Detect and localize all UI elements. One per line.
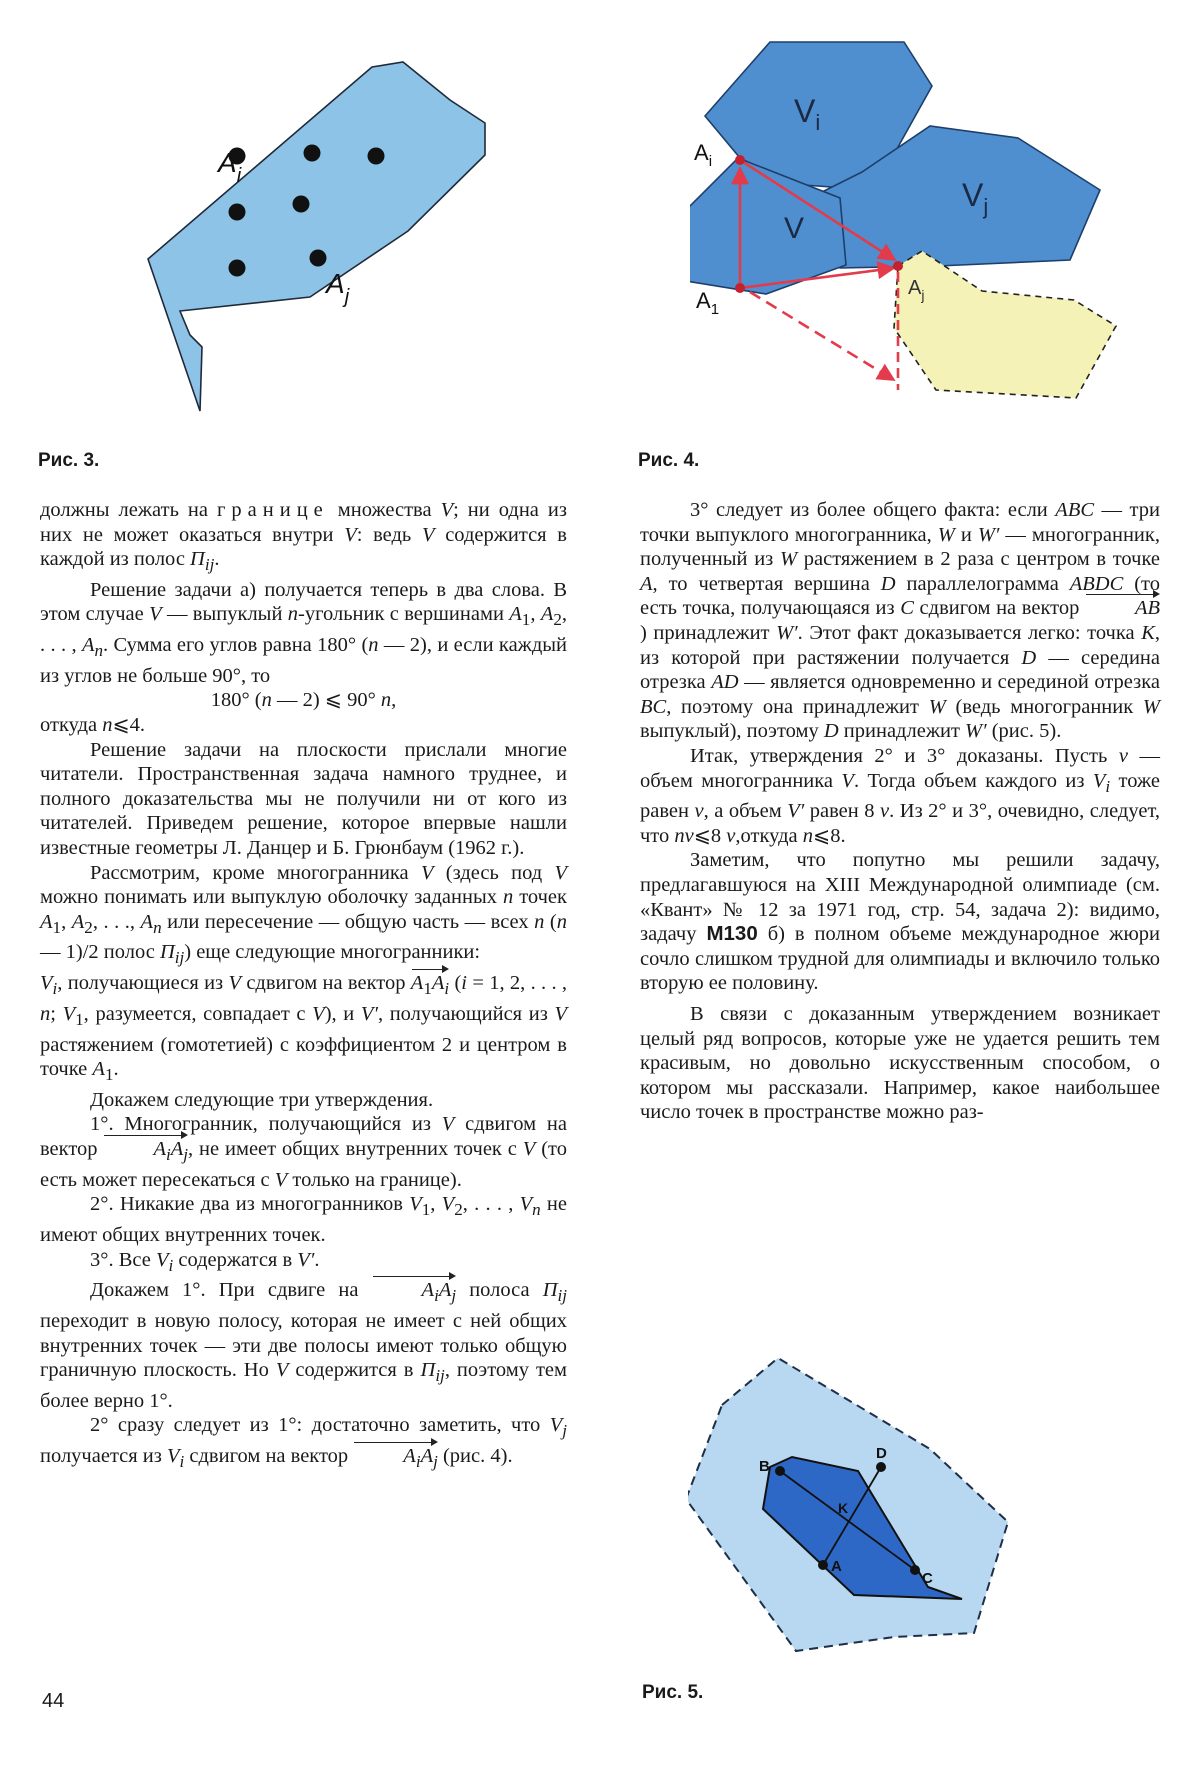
paragraph: Итак, утверждения 2° и 3° доказаны. Пусть v — объем многогранника V. Тогда объем каждого из $V_i$ тоже равен v, а объем V′ равен 8 v. Из 2° и 3°, очевидно, следует, что nv⩽8 v,откуда n⩽8.: [640, 744, 1161, 847]
point-aj: [893, 261, 903, 271]
label-k: K: [838, 1500, 849, 1516]
point: [293, 196, 310, 213]
paragraph: Решение задачи а) получается теперь в два слова. В этом случае V — выпуклый n-угольник с вершинами $A_1$, $A_2$, . . . , $A_n$. Сумма его углов равна 180° (n — 2), и если каждый из углов не больше 90°, то: [40, 578, 568, 687]
point-a: [818, 1560, 828, 1570]
vector: $A_iA_j$: [372, 1278, 457, 1309]
point-c: [910, 1565, 920, 1575]
paragraph: Решение задачи на плоскости прислали многие читатели. Пространственная задача намного труднее, и полного доказательства мы не получили ни от кого из читателей. Приведем решение, которое впервые нашли известные геометры Л. Данцер и Б. Грюнбаум (1962 г.).: [40, 738, 567, 859]
figure-5: [688, 1355, 1028, 1665]
formula: 180° (n — 2) ⩽ 90° n,: [210, 689, 397, 712]
vector: $A_1A_i$: [411, 971, 449, 1002]
paragraph: 3° следует из более общего факта: если ABC — три точки выпуклого многогранника, W и W′ — многогранник, полученный из W растяжением в 2 раза с центром в точке A, то четвертая вершина D параллелограмма ABDC (то есть точка, получающаяся из C сдвигом на вектор AB) принадлежит W′. Этот факт доказывается легко: точка K, из которой при растяжении получается D — середина отрезка AD — является одновременно и серединой отрезка BC, поэтому она принадлежит W (ведь многогранник W выпуклый), поэтому D принадлежит W′ (рис. 5).: [640, 499, 1161, 743]
vector: AB: [1085, 596, 1160, 621]
label-vi: $V_i$: [794, 93, 821, 135]
paragraph: 2° сразу следует из 1°: достаточно заметить, что $V_j$ получается из $V_i$ сдвигом на вектор $A_iA_j$ (рис. 4).: [40, 1413, 567, 1474]
label-a: A: [831, 1558, 842, 1575]
polygon-v-translated: [894, 251, 1116, 398]
paragraph: $V_i$, получающиеся из V сдвигом на вектор $A_1A_i$ (i = 1, 2, . . . , n; $V_1$, разумеется, совпадает с V), и V′, получающийся из V растяжением (гомотетией) с коэффициентом 2 и центром в точке $A_1$.: [40, 972, 568, 1085]
paragraph: Заметим, что попутно мы решили задачу, предлагавшуюся на XIII Международной олимпиаде (см. «Квант» № 12 за 1971 год, стр. 54, задача 2): видимо, задачу М130 б) в полном объеме международное жюри сочло слишком трудной для олимпиады и включило только вторую ее половину.: [640, 849, 1160, 995]
paragraph: Докажем 1°. При сдвиге на $A_iA_j$ полоса $\Pi_{ij}$ переходит в новую полосу, которая не имеет с ней общих внутренних точек — эти две полосы имеют только общую граничную плоскость. Но V содержится в $\Pi_{ij}$, поэтому тем более верно 1°.: [40, 1279, 568, 1412]
paragraph: 3°. Все $V_i$ содержатся в V′.: [90, 1248, 320, 1275]
figure-3-caption: Рис. 3.: [38, 450, 100, 471]
label-a1: $A_1$: [696, 288, 720, 318]
label-d: D: [876, 1445, 887, 1462]
point: [368, 148, 385, 165]
label-ai: $A_i$: [218, 147, 242, 187]
figure-5-caption: Рис. 5.: [642, 1682, 704, 1703]
page-number: 44: [42, 1690, 65, 1712]
label-b: B: [759, 1458, 770, 1475]
label-aj: $A_j$: [908, 277, 925, 303]
paragraph: Рассмотрим, кроме многогранника V (здесь под V можно понимать или выпуклую оболочку заданных n точек $A_1$, $A_2$, . . ., $A_n$ или пересечение — общую часть — всех n (n — 1)/2 полос $\Pi_{ij}$) еще следующие многогранники:: [40, 861, 568, 968]
paragraph: 1°. Многогранник, получающийся из V сдвигом на вектор $A_iA_j$, не имеет общих внутренних точек с V (то есть может пересекаться с V только на границе).: [40, 1113, 567, 1191]
figure-4: [690, 40, 1160, 430]
point: [229, 204, 246, 221]
strip-polygon: [148, 62, 485, 411]
left-column: [40, 498, 567, 1475]
point: [310, 250, 327, 267]
paragraph: Докажем следующие три утверждения.: [90, 1088, 434, 1111]
label-vj: $V_j$: [962, 177, 989, 219]
paragraph: должны лежать на границе множества V; ни одна из них не может оказаться внутри V: ведь V содержится в каждой из полос $\Pi_{ij}$.: [40, 499, 567, 575]
paragraph: В связи с доказанным утверждением возникает целый ряд вопросов, которые уже не удается решить тем красивым, но довольно искусственным способом, о котором мы рассказали. Например, какое наибольшее число точек в пространстве можно раз-: [640, 1002, 1160, 1124]
point-b: [775, 1466, 785, 1476]
label-c: C: [922, 1570, 933, 1587]
right-column: [640, 498, 1160, 1125]
point-d: [876, 1462, 886, 1472]
vector: $A_iA_j$: [353, 1444, 438, 1475]
point: [304, 145, 321, 162]
point-ai: [735, 155, 745, 165]
label-v: V: [784, 212, 805, 245]
arrow-dashed: [750, 292, 894, 380]
point: [229, 260, 246, 277]
paragraph: откуда n⩽4.: [40, 714, 146, 737]
vector: $A_iA_j$: [103, 1137, 188, 1168]
point-a1: [735, 283, 745, 293]
label-ai: $A_i$: [694, 140, 713, 170]
figure-3: [140, 55, 510, 415]
figure-4-caption: Рис. 4.: [638, 450, 700, 471]
paragraph: 2°. Никакие два из многогранников $V_1$, $V_2$, . . . , $V_n$ не имеют общих внутренних точек.: [40, 1193, 568, 1246]
label-aj: $A_j$: [326, 268, 350, 308]
